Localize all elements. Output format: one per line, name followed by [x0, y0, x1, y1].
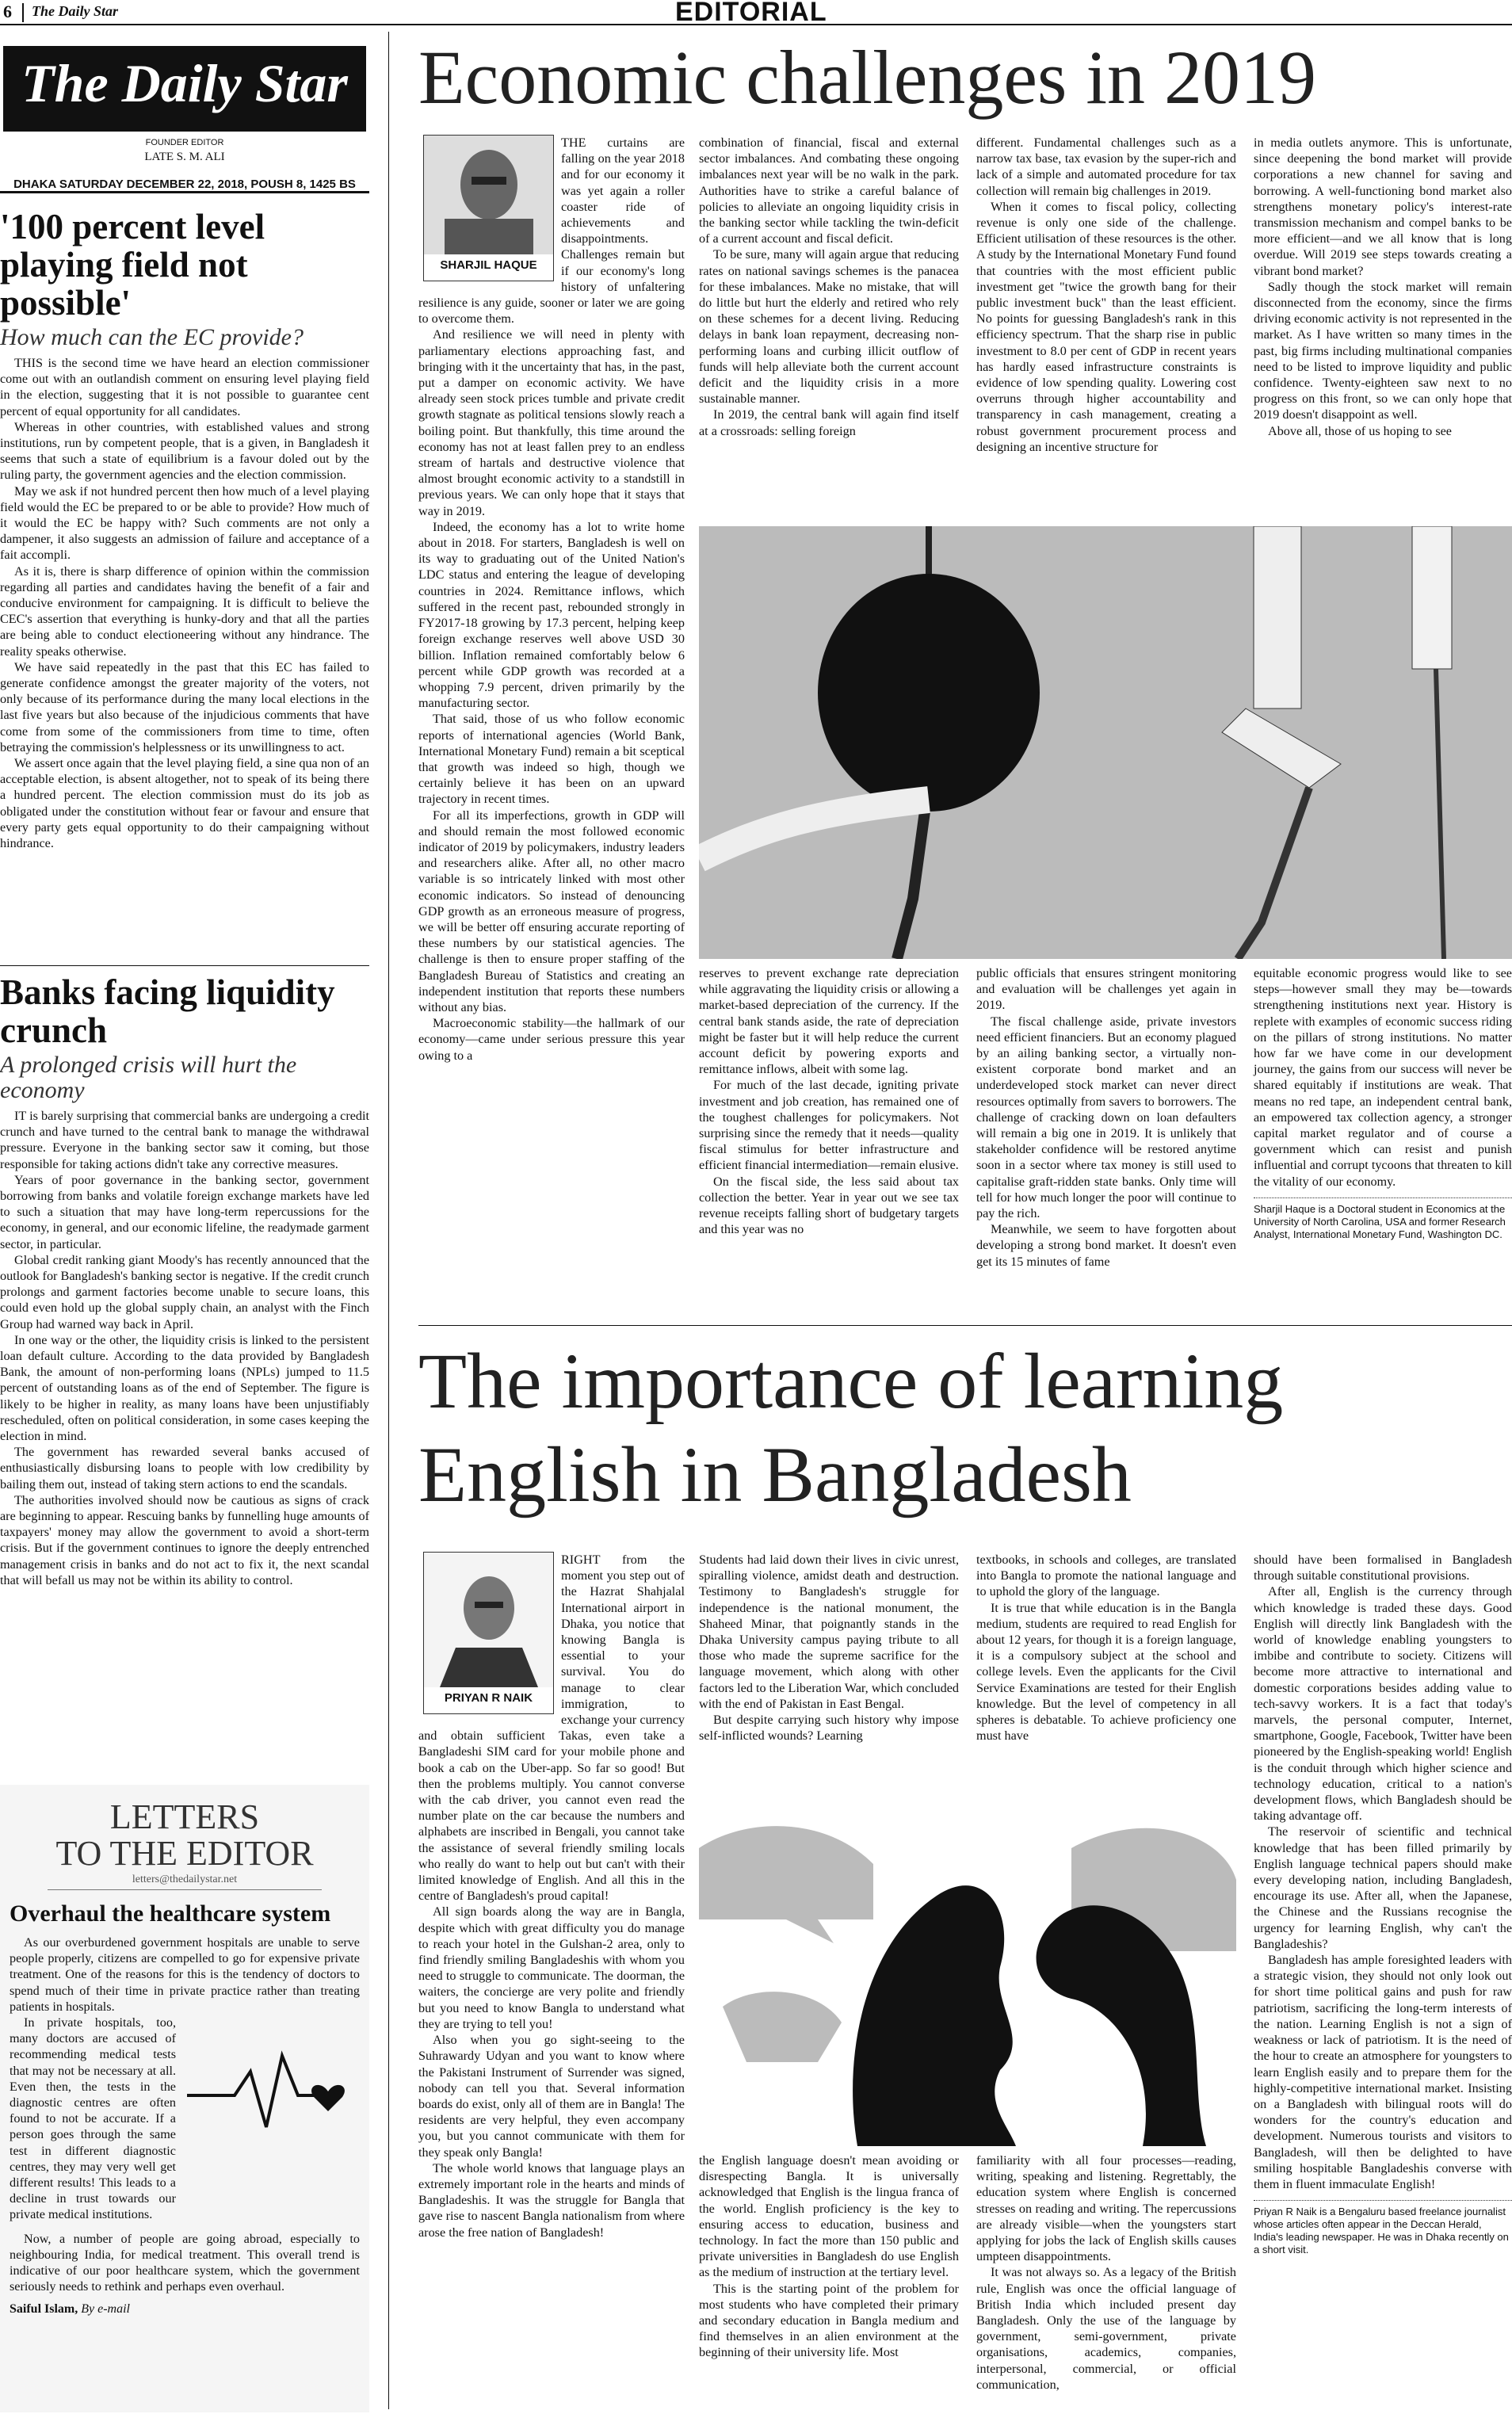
article-2-para: Also when you go sight-seeing to the Suhrawardy Udyan and you want to know where the Pakistani Instrument of Surrender was signed, nobody can tell you that. Several information boards do exist, only all of them are in Bangla! The residents are very helpful, they even accompany you, but you cannot communicate with them for they speak only Bangla!: [418, 2033, 685, 2160]
article-1-para: For much of the last decade, igniting private investment and job creation, has remained one of the toughest challenges for policymakers. Not surprising since the remedy that it needs—quality fiscal stimulus for better infrastructure and efficient financial intermediation—remain elusive.: [699, 1078, 959, 1173]
letters-email: letters@thedailystar.net: [48, 1874, 322, 1890]
masthead-title: The Daily Star: [21, 53, 348, 113]
silhouettes-illustration: [699, 1801, 1236, 2146]
article-1-para: To be sure, many will again argue that reducing rates on national savings schemes is the panacea for these imbalances. Make no mistake, that will do little but hurt the elderly and retired who rely on these schemes for a decent living. Reducing delays in bank loan repayment, decreasing non-performing loans and curbing illicit outflow of funds will help alleviate both the current account deficit and the liquidity crisis in a more sustainable manner.: [699, 247, 959, 407]
article-1-para: Above all, those of us hoping to see: [1268, 423, 1452, 438]
section-title: EDITORIAL: [675, 0, 827, 27]
editorial-1-para: As it is, there is sharp difference of opinion within the commission regarding all parties and candidates having the benefit of a fair and conducive environment for campaigning. It is difficult to believe the CEC's assertion that everything is hunky-dory and that all the parties are being able to conduct electioneering without any hindrance. The reality speaks otherwise.: [0, 563, 369, 659]
article-1-para: in media outlets anymore. This is unfortunate, since deepening the bond market will provide corporations a new channel for saving and borrowing. A well-functioning bond market also strengthens monetary policy's interest-rate transmission mechanism and compel banks to be more efficient—and we all know that is long overdue. Will 2019 see steps towards creating a vibrant bond market?: [1254, 136, 1512, 278]
article-2-para: Students had laid down their lives in civic unrest, spiralling violence, amidst death and destruction. Testimony to Bangladesh's struggle for independence is the national monument, the Shaheed Minar, that poignantly stands in the Dhaka University campus paying tribute to all those who made the supreme sacrifice for the language movement, which along with other factors led to the Liberation War, which concluded with the end of Pakistan in East Bengal.: [699, 1553, 959, 1711]
photo-float: [418, 135, 561, 284]
photo-float-2: [418, 1552, 561, 1718]
article-2-col-1: [418, 1552, 685, 2240]
article-2-para: Bangladesh has ample foresighted leaders with a strategic vision, they should not only look out for short time political gains and push for raw patriotism, sacrificing the long-term interests of the nation. Learning English is not a sign of weakness or lack of patriotism. It is the need of the hour to create an atmosphere for youngsters to learn English easily and to prepare them for the highly-competitive international market. Insisting on a Bangladesh with bilingual roots will do wonders for the country's education and development. Numerous tourists and visitors to Bangladesh, will then be delighted to have smiling hospitable Bangladeshis converse with them in fluent immaculate English!: [1254, 1953, 1512, 2191]
article-2-headline-line1: The importance of learning: [418, 1337, 1284, 1425]
column-rule: [388, 32, 389, 2409]
article-1-col-3: [976, 135, 1236, 455]
top-brand: The Daily Star: [32, 3, 119, 19]
article-1-col-3-bottom: [976, 965, 1236, 1270]
author-name-2: PRIYAN R NAIK: [444, 1691, 533, 1705]
editorial-1-para: THIS is the second time we have heard an election commissioner come out with an outlandish comment on ensuring level playing field in the election, suggesting that it is not possible to guarantee cent percent of equal opportunity for all candidates.: [0, 356, 369, 418]
editorial-2-para: The government has rewarded several banks accused of enthusiastically disbursing loans to people with low credibility by bailing them out, instead of taking stern actions to end the scandals.: [0, 1445, 369, 1492]
letter-headline: Overhaul the healthcare system: [10, 1900, 331, 1927]
article-1-para: Sadly though the stock market will remain disconnected from the economy, since the firms driving economic activity is not represented in the market. As I have written so many times in the past, big firms including multinational companies need to be listed to improve liquidity and public confidence. Twenty-eighteen saw next to no progress on this front, so we can only hope that 2019 doesn't disappoint as well.: [1254, 279, 1512, 422]
article-1-col-4-bottom: [1254, 965, 1512, 1241]
founder-name: LATE S. M. ALI: [144, 151, 225, 163]
article-1-para: different. Fundamental challenges such as a narrow tax base, tax evasion by the super-rich and lack of a simple and automated procedure for tax collection will remain big challenges in 2019.: [976, 136, 1236, 198]
article-1-para: For all its imperfections, growth in GDP will and should remain the most followed economic indicator of 2019 by policymakers, industry leaders and researchers alike. After all, no other macro variable is so intricately linked with most other economic indicators. So instead of denouncing GDP growth as an erroneous measure of progress, we will be better off ensuring accurate reporting of these numbers by our statistical agencies. The challenge is then to ensure proper staffing of the Bangladesh Bureau of Statistics and creating an independent institution that reports these numbers without any bias.: [418, 808, 685, 1014]
article-2-para: But despite carrying such history why impose self-inflicted wounds? Learning: [699, 1713, 959, 1744]
article-2-headline-line2: English in Bangladesh: [418, 1430, 1132, 1518]
article-divider: [418, 1325, 1512, 1326]
article-2-para: All sign boards along the way are in Bangla, despite which with great difficulty you do manage to reach your hotel in the Gulshan-2 area, only to find friendly smiling Bangladeshis with whom you need to struggle to communicate. The doorman, the waiters, the concierge are very polite and friendly but you need to know Bangla to understand what they are trying to tell you!: [418, 1904, 685, 2031]
editorial-1-para: May we ask if not hundred percent then how much of a level playing field would the EC be prepared to or be able to provide? How much of it would the EC be happy with? Such comments are not only a dampener, it also suggests an admission of failure and acceptance of a fait accompli.: [0, 483, 369, 563]
author-name: SHARJIL HAQUE: [440, 258, 537, 272]
article-1-para: When it comes to fiscal policy, collecting revenue is only one side of the challenge. Efficient utilisation of these resources is the other. A study by the International Monetary Fund found that countries with the most efficient public investment get "twice the growth bang for their public investment buck" than the least efficient. No points for guessing Bangladesh's rank in this efficiency spectrum. That the sharp rise in public investment to 8.0 per cent of GDP in recent years has hardly eased infrastructure constraints is evidence of low spending quality. Lowering cost overruns through higher accountability and transparency in cash management, creating a robust government procurement process and designing an incentive structure for: [976, 199, 1236, 454]
article-1-para: On the fiscal side, the less said about tax collection the better. Year in year out we see tax revenue receipts falling short of budgetary targets and this year was no: [699, 1174, 959, 1237]
letters-title-2: TO THE EDITOR: [55, 1834, 314, 1873]
article-2-col-3-bottom: [976, 2152, 1236, 2393]
article-1-lead: THE curtains are falling on the year 2018 and for our economy it was yet again a roller coaster ride of achievements and disappointments. Challenges remain but if our economy's long history of unfaltering resilience is any guide, sooner or later we are going to overcome them.: [418, 136, 685, 327]
article-2-headline: [418, 1335, 1283, 1522]
article-2-para: textbooks, in schools and colleges, are translated into Bangla to promote the national language and to uphold the glory of the language.: [976, 1553, 1236, 1599]
top-separator: [22, 3, 24, 22]
article-1-bio: Sharjil Haque is a Doctoral student in Economics at the University of North Carolina, USA and former Research Analyst, International Monetary Fund, Washington DC.: [1254, 1197, 1512, 1241]
letter-signature: Saiful Islam,: [10, 2302, 78, 2317]
article-2-para: should have been formalised in Bangladesh through suitable constitutional provisions.: [1254, 1553, 1512, 1583]
article-2-col-2-bottom: [699, 2152, 959, 2361]
article-1-para: equitable economic progress would like to see steps—however small they may be—towards strengthening institutions next year. History is replete with examples of economic success riding on the pillars of strong institutions. No matter how far we have come in our development journey, the gains from our success will never be shared equitably if institutions are weak. That means no red tape, an independent central bank, an empowered tax collection agency, a stronger capital market regulator and of course a government which can resist and punish influential and corrupt tycoons that threaten to kill the vitality of our economy.: [1254, 966, 1512, 1189]
article-2-para: After all, English is the currency through which knowledge is traded these days. Good English will directly link Bangladesh with the world of knowledge enabling youngsters to imbibe and contribute to society. Citizens will become more attractive to international and domestic corporations besides adding value to tech-savvy workers. It is a fact that today's marvels, the personal computer, Internet, smartphone, Google, Facebook, Twitter have been pioneered by the English-speaking world! English is the conduit through which higher science and technology education, critical to a nation's development flows, which Bangladesh should be taking advantage off.: [1254, 1584, 1512, 1824]
editorial-2-deck: A prolonged crisis will hurt the economy: [0, 1052, 297, 1103]
editorial-1-para: We have said repeatedly in the past that this EC has failed to generate confidence amongst the greater majority of the voters, not only because of its performance during the many local elections in the last five years but also because of the injudicious comments that have come from some of the commissioners from time to time, often betraying the commission's helplessness or its unwillingness to act.: [0, 659, 369, 754]
editorial-1-deck: How much can the EC provide?: [0, 324, 304, 350]
article-1-para: Meanwhile, we seem to have forgotten about developing a strong bond market. It doesn't even get its 15 minutes of fame: [976, 1222, 1236, 1269]
article-2-lead: RIGHT from the moment you step out of the Hazrat Shahjalal International airport in Dhaka, you notice that knowing Bangla is essential to your survival. You do manage to clear immigration, to exchange your currency and obtain sufficient Takas, even take a Bangladeshi SIM card for your mobile phone and book a cab on the Uber-app. So far so good! But then the problems multiply. You cannot converse with the cab driver, you cannot even read the number plate on the car because the numbers and alphabets are inscribed in Bengali, you cannot take the assistance of several friendly smiling locals who really do want to help out but can't with their limited knowledge of English. And all this in the centre of Bangladesh's proud capital!: [418, 1553, 685, 1904]
masthead: [3, 46, 366, 132]
article-1-para: That said, those of us who follow economic reports of international agencies (World Bank, International Monetary Fund) remain a bit sceptical that growth was indeed so high, though we certainly believe it has been on an upward trajectory in recent times.: [418, 712, 685, 807]
article-1-para: public officials that ensures stringent monitoring and evaluation will be challenges yet again in 2019.: [976, 966, 1236, 1013]
page-number: 6: [3, 2, 12, 21]
founder-label: FOUNDER EDITOR: [145, 138, 224, 147]
article-2-col-3: [976, 1552, 1236, 1744]
article-2-col-2: [699, 1552, 959, 1744]
article-1-para: Macroeconomic stability—the hallmark of our economy—came under serious pressure this year owing to a: [418, 1016, 685, 1063]
editorial-2-para: Global credit ranking giant Moody's has recently announced that the outlook for Bangladesh's banking sector is negative. If the credit crunch prolongs and garment factories become unable to secure loans, this could even hold up the global supply chain, an analyst with the Finch Group had warned way back in April.: [0, 1252, 369, 1331]
article-2-para: It was not always so. As a legacy of the British rule, English was once the official language of British India which included present day Bangladesh. Only the use of the language by government, semi-government, private organisations, academics, companies, interpersonal, commercial, or official communication,: [976, 2265, 1236, 2392]
article-2-para: familiarity with all four processes—reading, writing, speaking and listening. Regrettably, the education system where English is concerned stresses on reading and writing. The repercussions are already visible—when the youngsters start applying for jobs the lack of English skills causes umpteen disappointments.: [976, 2153, 1236, 2264]
editorial-2: [0, 973, 369, 1588]
dateline: DHAKA SATURDAY DECEMBER 22, 2018, POUSH 8, 1425 BS: [0, 166, 369, 193]
left-divider: [0, 965, 369, 966]
article-1-col-1: [418, 135, 685, 1064]
editorial-1-para: Whereas in other countries, with established values and strong institutions, run by competent people, that is a given, in Bangladesh it seems that such a state of equilibrium is a favour doled out by the ruling party, the government agencies and the election commission.: [0, 419, 369, 483]
article-2-para: It is true that while education is in the Bangla medium, students are required to read English for about 12 years, for though it is a foreign language, it is a compulsory subject at the school and college levels. Even the applicants for the Civil Service Examinations are tested for their English knowledge. But the level of competency in all spheres is debatable. To achieve proficiency one must have: [976, 1600, 1236, 1744]
article-2-para: The reservoir of scientific and technical knowledge that has been filled primarily by English language technical papers should make every developing nation, including Bangladesh, encourage its use. After all, when the Japanese, the Chinese and the Russians recognise the urgency for learning English, why can't the Bangladeshis?: [1254, 1824, 1512, 1951]
editorial-2-para: In one way or the other, the liquidity crisis is linked to the persistent loan default culture. According to the data provided by Bangladesh Bank, the amount of non-performing loans (NPLs) jumped to 11.5 percent of outstanding loans as of the end of September. The figure is likely to be higher in reality, as many loans have been unjustifiably rescheduled, often on political consideration, in some cases keeping the election in mind.: [0, 1332, 369, 1444]
editorial-2-para: The authorities involved should now be cautious as signs of crack are beginning to appear. Rescuing banks by funnelling huge amounts of taxpayers' money may allow the government to avoid a short-term crisis. But if the government continues to ignore the deeply entrenched management crisis in banks and do not act to fix it, the next scandal that will befall us may not be within its ability to control.: [0, 1492, 369, 1587]
article-1-para: In 2019, the central bank will again find itself at a crossroads: selling foreign: [699, 407, 959, 438]
article-2-bio: Priyan R Naik is a Bengaluru based freelance journalist whose articles often appear in the Deccan Herald, India's leading newspaper. He was in Dhaka recently on a short visit.: [1254, 2200, 1512, 2256]
article-1-para: reserves to prevent exchange rate depreciation while aggravating the liquidity crisis or allowing a market-based depreciation of the currency. If the central bank stands aside, the rate of depreciation might be faster but it will help reduce the current account deficit by powering exports and remittance inflows, albeit with some lag.: [699, 966, 959, 1077]
letters-title-1: LETTERS: [109, 1797, 260, 1836]
editorial-1-para: We assert once again that the level playing field, a sine qua non of an acceptable election, is absent altogether, not to speak of its being there a hundred percent. The election commission must do its job as obligated under the constitution without fear or favour and ensure that every party gets equal opportunity to do their campaigning without hindrance.: [0, 756, 369, 851]
editorial-2-para: IT is barely surprising that commercial banks are undergoing a credit crunch and have turned to the central bank to manage the withdrawal pressure. Everyone in the banking sector saw it coming, but those responsible for taking actions didn't take any corrective measures.: [0, 1109, 369, 1171]
article-2-col-4: [1254, 1552, 1512, 2256]
editorial-1: [0, 208, 369, 851]
article-1-col-4: [1254, 135, 1512, 439]
editorial-2-headline: Banks facing liquidity crunch: [0, 972, 335, 1050]
letter-para: As our overburdened government hospitals are unable to serve people properly, citizens are compelled to go for expensive private treatment. One of the reasons for this is the tendency of doctors to spend much of their time in private practice rather than treating patients in hospitals.: [10, 1935, 360, 2014]
article-1-para: And resilience we will need in plenty with parliamentary elections approaching fast, and bringing with it the uncertainty that has, in the past, put a damper on economic activity. We have already seen stock prices tumble and private credit growth stagnate as political tensions slowly reach a boiling point. But thankfully, this time around the economy has not at least fallen prey to an endless stream of hartals and destructive violence that almost brought economic activity to a standstill in previous years. We can only hope that it stays that way in 2019.: [418, 327, 685, 518]
iv-bag-illustration: [699, 526, 1512, 959]
letter-para: In private hospitals, too, many doctors are accused of recommending medical tests that may not be necessary at all. Even then, the tests in the diagnostic centres are often found to not be accurate. If a person goes through the same test in different diagnostic centres, they may very well get different results! This leads to a decline in trust towards our private medical institutions.: [10, 2015, 176, 2222]
article-1-para: The fiscal challenge aside, private investors need efficient financiers. But an economy plagued by an ailing banking sector, a virtually non-existent corporate bond market and an underdeveloped stock market can never direct resources optimally from savers to borrowers. The challenge of cracking down on loan defaulters will remain a big one in 2019. It is unlikely that stakeholder confidence will be restored anytime soon in a sector where tax money is still used to capitalise graft-ridden state banks. Only time will tell for how much longer the poor will continue to pay the rich.: [976, 1014, 1236, 1221]
letters-box: [0, 1785, 369, 2412]
letter-para: Now, a number of people are going abroad, especially to neighbouring India, for medical treatment. This overall trend is indicative of our poor healthcare system, which the government seriously needs to rethink and perhaps even overhaul.: [10, 2231, 360, 2294]
article-2-para: The whole world knows that language plays an extremely important role in the hearts and minds of Bangladeshis. It was the struggle for Bangla that gave rise to nascent Bangla nationalism from where arose the free nation of Bangladesh!: [418, 2160, 685, 2240]
article-1-headline: Economic challenges in 2019: [418, 35, 1317, 120]
article-2-para: This is the starting point of the problem for most students who have completed their primary and secondary education in Bangla medium and find themselves in an alien environment at the beginning of their university life. Most: [699, 2281, 959, 2360]
article-1-col-2: [699, 135, 959, 439]
article-1-para: Indeed, the economy has a lot to write home about in 2018. For starters, Bangladesh is well on its way to graduating out of the United Nation's LDC status and entering the league of developing countries in 2024. Remittance inflows, which suffered in the recent past, rebounded strongly in FY2017-18 growing by 17.3 percent, helping keep foreign exchange reserves well above USD 30 billion. Inflation remained comfortably below 6 percent while GDP growth was recorded at a whopping 7.9 percent, driven primarily by the manufacturing sector.: [418, 519, 685, 711]
editorial-2-para: Years of poor governance in the banking sector, government borrowing from banks and volatile foreign exchange markets have led to such a situation that may have long-term repercussions for the economy, in general, and our economic lifeline, the readymade garment sector, in particular.: [0, 1172, 369, 1251]
article-2-para: the English language doesn't mean avoiding or disrespecting Bangla. It is universally acknowledged that English is the lingua franca of the world. English proficiency is the key to ensuring access to education, business and technology. In fact the more than 150 public and private universities in Bangladesh do use English as the medium of instruction at the tertiary level.: [699, 2153, 959, 2280]
article-1-para: combination of financial, fiscal and external sector imbalances. And combating these ongoing imbalances next year will be no walk in the park. Authorities have to strike a careful balance of policies to alleviate an ongoing liquidity crisis in the banking sector while tackling the twin-deficit of a current account and fiscal deficit.: [699, 136, 959, 246]
article-1-col-2-bottom: [699, 965, 959, 1237]
editorial-1-headline: '100 percent level playing field not possible': [0, 207, 265, 323]
heartbeat-icon: [187, 2048, 353, 2135]
letter-signature-via: By e-mail: [81, 2302, 130, 2317]
